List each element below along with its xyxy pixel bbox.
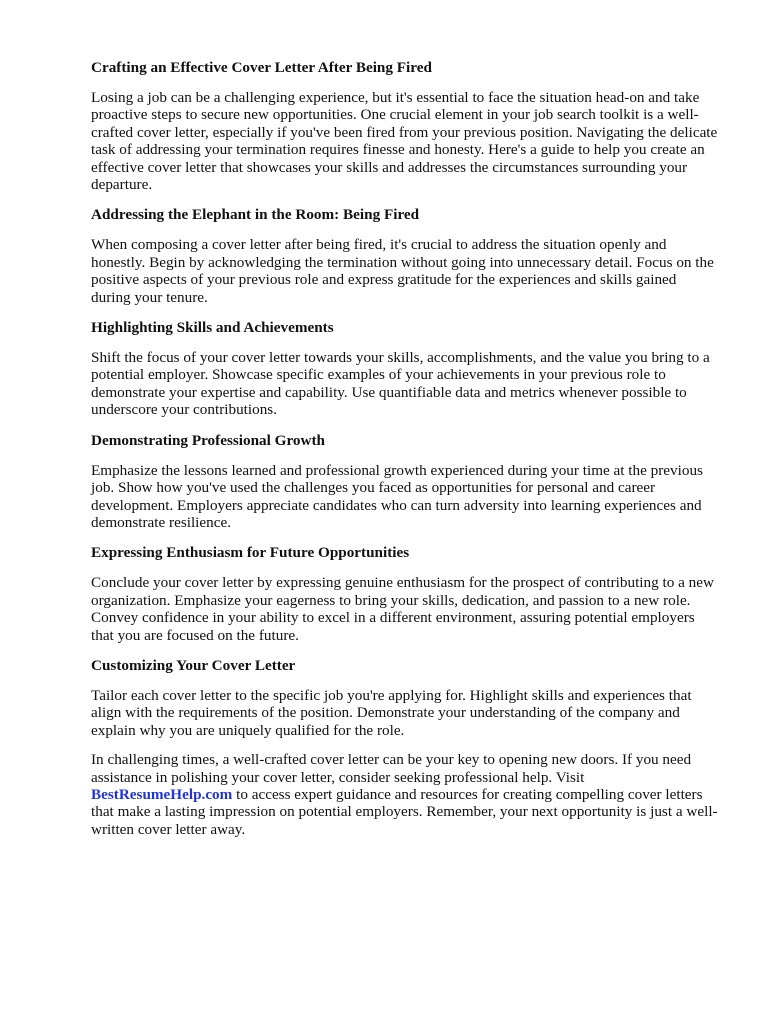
section-body-customizing: Tailor each cover letter to the specific job you're applying for. Highlight skills and experiences that align with the requirements of the position. Demonstrate your understanding of the company and explain why you are uniquely qualified for the role.: [91, 686, 692, 739]
section-heading-enthusiasm: Expressing Enthusiasm for Future Opportunities: [91, 544, 410, 562]
section-heading-customizing: Customizing Your Cover Letter: [91, 656, 296, 674]
best-resume-help-link[interactable]: BestResumeHelp.com: [91, 785, 233, 803]
document-title: Crafting an Effective Cover Letter After Being Fired: [91, 59, 432, 76]
section-body-growth: Emphasize the lessons learned and professional growth experienced during your time at the previous job. Show how you've used the challenges you faced as opportunities for personal and career development. Employers appreciate candidates who can turn adversity into learning experiences and demonstrate resilience.: [91, 461, 703, 531]
closing-text-before-link: In challenging times, a well-crafted cover letter can be your key to opening new doors. If you need assistance in polishing your cover letter, consider seeking professional help. Visit: [91, 751, 692, 786]
document-page: [91, 58, 719, 850]
section-heading-skills: Highlighting Skills and Achievements: [91, 319, 334, 337]
intro-paragraph: Losing a job can be a challenging experience, but it's essential to face the situation head-on and take proactive steps to secure new opportunities. One crucial element in your job search toolkit is a well-crafted cover letter, especially if you've been fired from your previous position. Navigating the delicate task of addressing your termination requires finesse and honesty. Here's a guide to help you create an effective cover letter that showcases your skills and addresses the circumstances surrounding your departure.: [91, 89, 718, 194]
section-body-skills: Shift the focus of your cover letter towards your skills, accomplishments, and the value you bring to a potential employer. Showcase specific examples of your achievements in your previous role to demonstrate your expertise and capability. Use quantifiable data and metrics whenever possible to underscore your contributions.: [91, 349, 710, 419]
section-heading-growth: Demonstrating Professional Growth: [91, 431, 325, 449]
section-body-enthusiasm: Conclude your cover letter by expressing genuine enthusiasm for the prospect of contributing to a new organization. Emphasize your eagerness to bring your skills, dedication, and passion to a new role. Convey confidence in your ability to excel in a different environment, assuring potential employers that you are focused on the future.: [91, 574, 714, 644]
closing-text-after-link: to access expert guidance and resources for creating compelling cover letters that make a lasting impression on potential employers. Remember, your next opportunity is just a well-written cover letter away.: [91, 785, 718, 838]
closing-paragraph: [91, 751, 719, 838]
section-body-being-fired: When composing a cover letter after being fired, it's crucial to address the situation openly and honestly. Begin by acknowledging the termination without going into unnecessary detail. Focus on the positive aspects of your previous role and express gratitude for the experiences and skills gained during your tenure.: [91, 236, 714, 306]
section-heading-being-fired: Addressing the Elephant in the Room: Being Fired: [91, 206, 420, 224]
